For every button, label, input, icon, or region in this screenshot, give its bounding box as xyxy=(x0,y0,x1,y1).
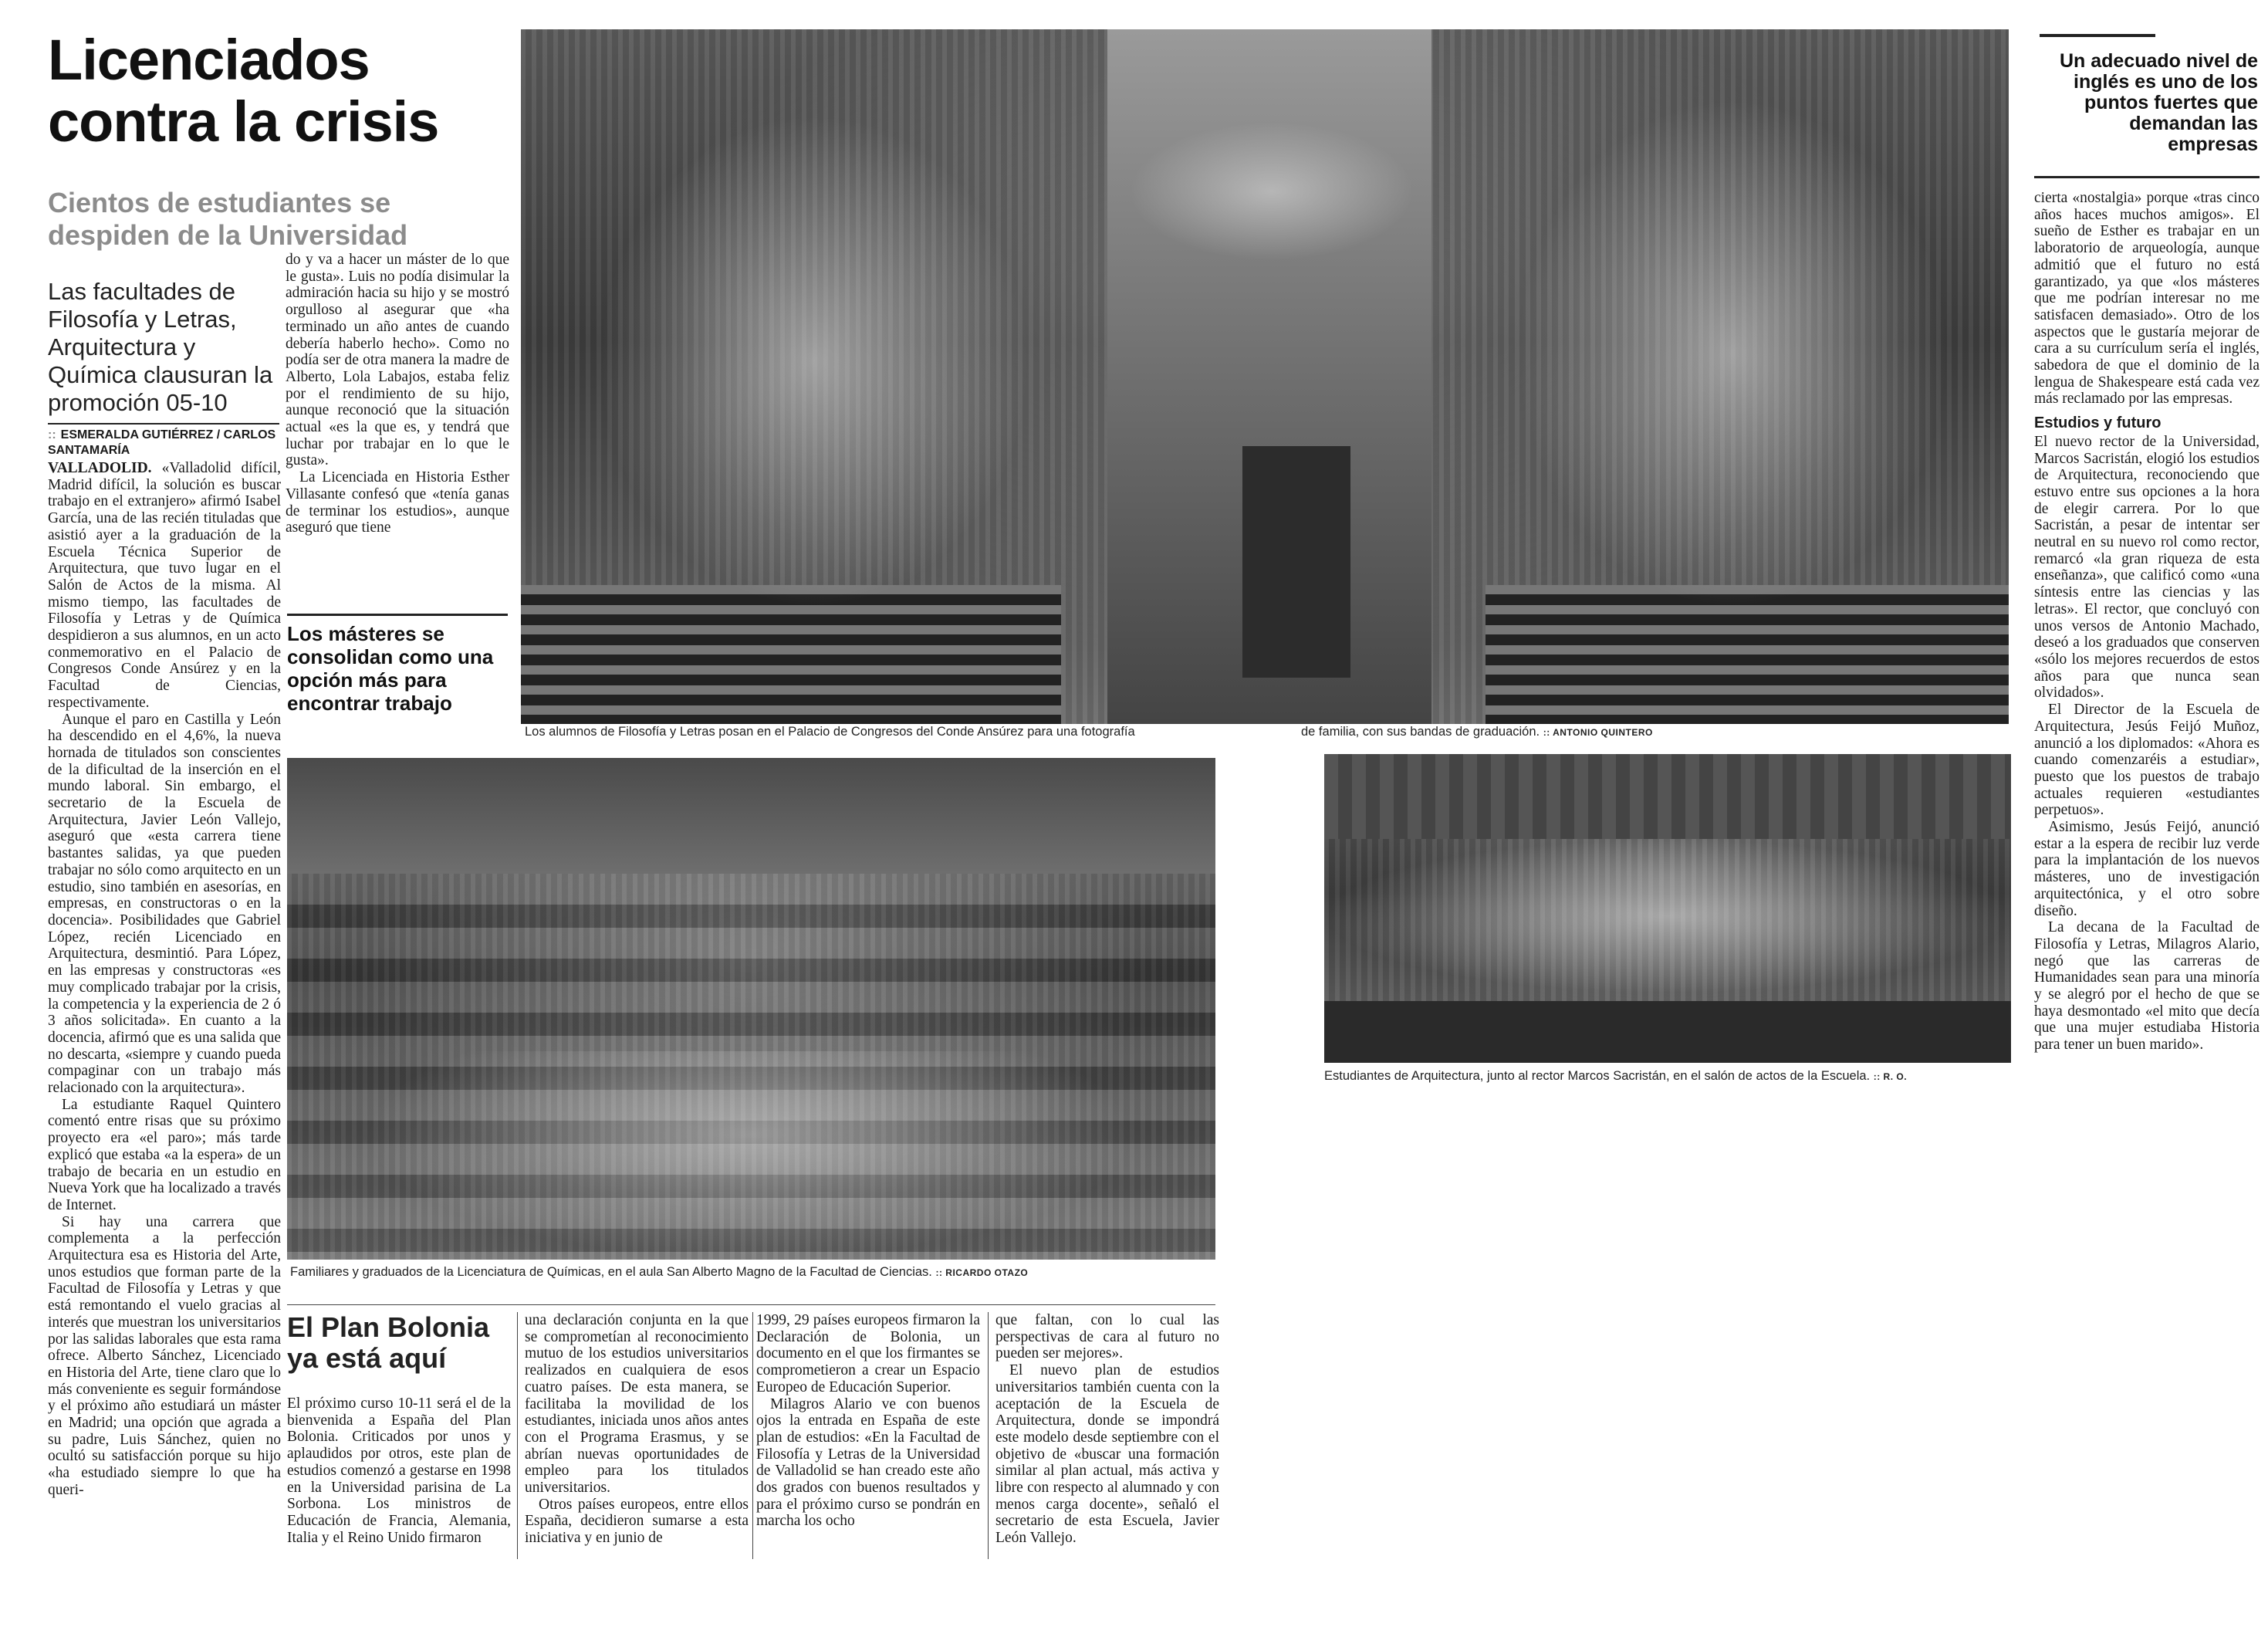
paragraph: El nuevo rector de la Universidad, Marcos Sacristán, elogió los estudios de Arquitectura, reconociendo que estuvo entre sus opciones a la hora de elegir carrera. Por lo que Sacristán, a pesar de intentar ser neutral en su nuevo rol como rector, remarcó «la gran riqueza de esta enseñanza», que calificó como «una síntesis entre las ciencias y las letras». El rector, que concluyó con unos versos de Antonio Machado, deseó a los graduados que conserven «sólo los mejores recuerdos de estos años para que nunca sean olvidados». xyxy=(2034,433,2260,702)
photo-caption: Los alumnos de Filosofía y Letras posan en el Palacio de Congresos del Conde Ansúrez para una fotografía xyxy=(525,725,1135,739)
paragraph: que faltan, con lo cual las perspectivas de cara al futuro no pueden ser mejores». xyxy=(995,1312,1219,1362)
paragraph: El próximo curso 10-11 será el de la bienvenida a España del Plan Bolonia. Criticados por unos y aplaudidos por otros, este plan de estudios comenzó a gestarse en 1998 en la Universidad parisina de La Sorbona. Los ministros de Educación de Francia, Alemania, Italia y el Reino Unido firmaron xyxy=(287,1395,511,1546)
photo-caption-continued xyxy=(1301,724,1653,740)
paragraph: 1999, 29 países europeos firmaron la Declaración de Bolonia, un documento en el que los firmantes se comprometieron a crear un Espacio Europeo de Educación Superior. xyxy=(756,1312,980,1395)
photo-caption xyxy=(1324,1068,1907,1084)
column-divider xyxy=(517,1312,518,1559)
paragraph: Asimismo, Jesús Feijó, anunció estar a la espera de recibir luz verde para la implantación de los nuevos másteres, uno de investigación arquitectónica, y el otro sobre diseño. xyxy=(2034,819,2260,919)
paragraph: La Licenciada en Historia Esther Villasante confesó que «tenía ganas de terminar los estudios», aunque aseguró que tiene xyxy=(286,469,509,536)
article-column-2 xyxy=(286,252,509,536)
byline-names: ESMERALDA GUTIÉRREZ / CARLOS SANTAMARÍA xyxy=(48,428,276,457)
paragraph: La estudiante Raquel Quintero comentó entre risas que su próximo proyecto era «el paro»; más tarde explicó que estaba «a la espera» de un trabajo de becaria en un estudio en Nueva York que ha localizado a través de Internet. xyxy=(48,1096,281,1213)
column-divider xyxy=(752,1312,753,1559)
subheading: Estudios y futuro xyxy=(2034,414,2162,432)
paragraph: La decana de la Facultad de Filosofía y Letras, Milagros Alario, negó que las carreras de Humanidades sean para una minoría y se alegró por el hecho de que se haya desmontado «el mito que decía que una mujer estudiaba Historia para tener un buen marido». xyxy=(2034,919,2260,1054)
paragraph: El Director de la Escuela de Arquitectura, Jesús Feijó Muñoz, anunció a los diplomados: «Ahora es cuando comenzaréis a estudiar», puesto que los puestos de trabajo actuales requieren «estudiantes perpetuos». xyxy=(2034,702,2260,819)
kicker: Cientos de estudiantes se despiden de la Universidad xyxy=(48,187,408,251)
bolonia-column-4 xyxy=(995,1312,1219,1547)
paragraph: Aunque el paro en Castilla y León ha descendido en el 4,6%, la nueva hornada de titulados son conscientes de la dificultad de la inserción en el mundo laboral. Sin embargo, el secretario de la Escuela de Arquitectura, Javier León Vallejo, aseguró que «esta carrera tiene bastantes salidas, ya que pueden trabajar no sólo como arquitecto en un estudio, sino también en asesorías, en empresas, en constructoras o en la docencia». Posibilidades que Gabriel López, recién Licenciado en Arquitectura, desmintió. Para López, en las empresas y constructoras «es muy complicado trabajar por la crisis, la competencia y la experiencia de 2 ó 3 años solicitada». En cuanto a la docencia, afirmó que es una salida que no descarta, «siempre y cuando pueda compaginar con un trabajo más relacionado con la arquitectura». xyxy=(48,711,281,1097)
caption-text: de familia, con sus bandas de graduación. xyxy=(1301,725,1540,739)
paragraph: do y va a hacer un máster de lo que le gusta». Luis no podía disimular la admiración hacia su hijo y se mostró orgulloso al asegurar que «ha terminado un año antes de cuando debería haberlo hecho». Como no podía ser de otra manera la madre de Alberto, Lola Labajos, estaba feliz por el rendimiento de su hijo, aunque reconoció que la situación actual «es la que es, y tendrá que luchar por trabajar en lo que le gusta». xyxy=(286,252,509,469)
byline xyxy=(48,423,279,458)
bolonia-column-2 xyxy=(525,1312,749,1547)
section-rule xyxy=(2040,34,2155,37)
paragraph xyxy=(48,460,281,712)
article-column-right xyxy=(2034,190,2260,1054)
bolonia-column-3 xyxy=(756,1312,980,1530)
photo-caption xyxy=(290,1264,1028,1280)
box-rule xyxy=(287,1304,1215,1305)
pull-quote: Un adecuado nivel de inglés es uno de los puntos fuertes que demandan las empresas xyxy=(2059,50,2258,155)
byline-marks: :: xyxy=(48,428,56,441)
architecture-group-photo xyxy=(1324,754,2011,1063)
article-column-1 xyxy=(48,460,281,1499)
deck: Las facultades de Filosofía y Letras, Arquitectura y Química clausuran la promoción 05-10 xyxy=(48,278,273,416)
column-divider xyxy=(988,1312,989,1559)
caption-text: Familiares y graduados de la Licenciatura de Químicas, en el aula San Alberto Magno de la Facultad de Ciencias. xyxy=(290,1265,932,1279)
paragraph: Milagros Alario ve con buenos ojos la entrada en España de este plan de estudios: «En la Facultad de Filosofía y Letras de la Universidad de Valladolid se han creado este año dos grados con buenos resultados y para el próximo curso se pondrán en marcha los ocho xyxy=(756,1395,980,1530)
paragraph: una declaración conjunta en la que se comprometían al reconocimiento mutuo de los estudios universitarios realizados en cualquiera de esos cuatro países. De esta manera, se facilitaba la movilidad de los estudiantes, iniciada unos años antes con el Programa Erasmus, y se abrían nuevas oportunidades de empleo para los titulados universitarios. xyxy=(525,1312,749,1497)
headline: Licenciados contra la crisis xyxy=(48,28,439,154)
highlight-box: Los másteres se consolidan como una opción más para encontrar trabajo xyxy=(287,614,508,715)
dateline: VALLADOLID. xyxy=(48,460,152,476)
photo-credit: :: ANTONIO QUINTERO xyxy=(1543,727,1653,738)
paragraph: Si hay una carrera que complementa a la perfección Arquitectura esa es Historia del Arte, unos estudios que forman parte de la Facultad de Filosofía y Letras y que está remontando el vuelo gracias al interés que muestran los universitarios por las salidas laborales que esta rama ofrece. Alberto Sánchez, Licenciado en Historia del Arte, tiene claro que lo más conveniente es seguir formándose y el próximo año estudiará un máster en Madrid; una opción que agrada a su padre, Luis Sánchez, quien no ocultó su satisfacción porque su hijo «ha estudiado siempre lo que ha queri- xyxy=(48,1213,281,1498)
photo-credit: :: R. O. xyxy=(1873,1071,1908,1082)
bolonia-title: El Plan Bolonia ya está aquí xyxy=(287,1311,490,1374)
paragraph: El nuevo plan de estudios universitarios también cuenta con la aceptación de la Escuela de Arquitectura, donde se impondrá este modelo desde septiembre con el objetivo de «buscar una formación similar al plan actual, más activa y libre con respecto al alumnado y con menos carga docente», señaló el secretario de esta Escuela, Javier León Vallejo. xyxy=(995,1362,1219,1547)
bolonia-column-1 xyxy=(287,1395,511,1546)
paragraph: Otros países europeos, entre ellos España, decidieron sumarse a esta iniciativa y en junio de xyxy=(525,1496,749,1547)
photo-credit: :: RICARDO OTAZO xyxy=(935,1267,1029,1278)
group-photo-staircase xyxy=(521,29,2009,724)
section-rule xyxy=(2034,176,2260,178)
paragraph: cierta «nostalgia» porque «tras cinco años haces muchos amigos». El sueño de Esther es trabajar en un laboratorio de arqueología, aunque admitió que el futuro no está garantizado, ya que «los másteres que me podrían interesar no me satisfacen demasiado». Otro de los aspectos que le gustaría mejorar de cara a su currículum sería el inglés, sabedora de que el dominio de la lengua de Shakespeare está cada vez más reclamado por las empresas. xyxy=(2034,190,2260,408)
paragraph-text: «Valladolid difícil, Madrid difícil, la solución es buscar trabajo en el extranjero» afirmó Isabel García, una de las recién tituladas que asistió ayer a la graduación de la Escuela Técnica Superior de Arquitectura, que tuvo lugar en el Salón de Actos de la misma. Al mismo tiempo, las facultades de Filosofía y Letras y de Química despidieron a sus alumnos, en un acto conmemorativo en el Palacio de Congresos Conde Ansúrez y en la Facultad de Ciencias, respectivamente. xyxy=(48,460,281,711)
caption-text: Estudiantes de Arquitectura, junto al rector Marcos Sacristán, en el salón de actos de la Escuela. xyxy=(1324,1069,1871,1083)
auditorium-photo xyxy=(287,758,1215,1260)
